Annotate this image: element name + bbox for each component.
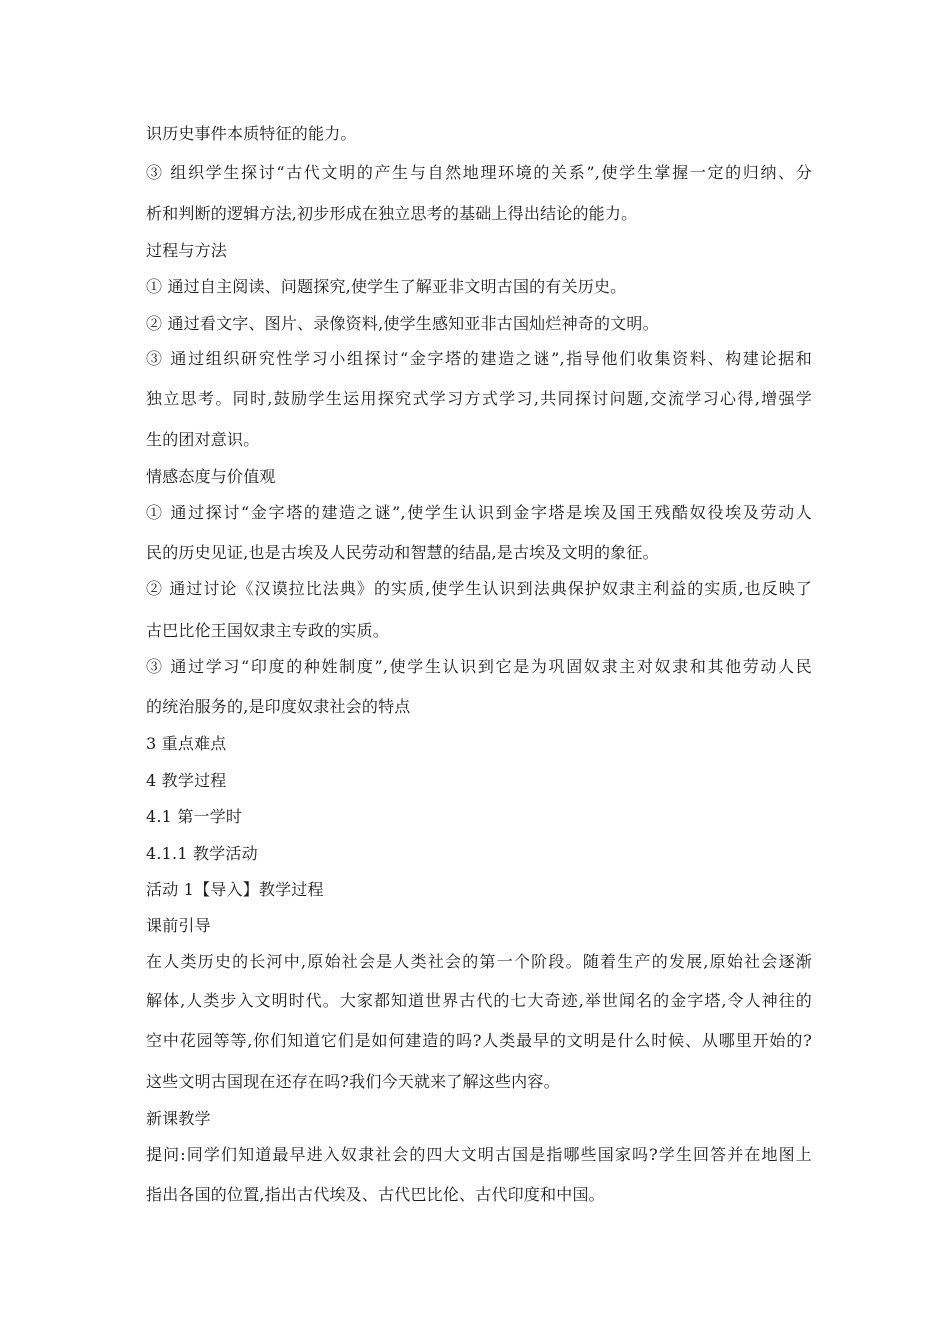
text-line: ③ 通过学习“印度的种姓制度”,使学生认识到它是为巩固奴隶主对奴隶和其他劳动人民	[146, 657, 812, 676]
text-line: ② 通过看文字、图片、录像资料,使学生感知亚非古国灿烂神奇的文明。	[146, 314, 659, 333]
text-line: ② 通过讨论《汉谟拉比法典》的实质,使学生认识到法典保护奴隶主利益的实质,也反映了	[146, 579, 812, 598]
text-line: 空中花园等等,你们知道它们是如何建造的吗?人类最早的文明是什么时候、从哪里开始的?	[146, 1031, 812, 1050]
text-line: 识历史事件本质特征的能力。	[146, 124, 357, 143]
text-line: 指出各国的位置,指出古代埃及、古代巴比伦、古代印度和中国。	[146, 1185, 605, 1204]
text-line: 在人类历史的长河中,原始社会是人类社会的第一个阶段。随着生产的发展,原始社会逐渐	[146, 952, 812, 971]
section-heading: 课前引导	[146, 916, 211, 935]
section-heading: 4 教学过程	[146, 771, 227, 790]
text-line: ③ 组织学生探讨“古代文明的产生与自然地理环境的关系”,使学生掌握一定的归纳、分	[146, 163, 812, 182]
text-line: 古巴比伦王国奴隶主专政的实质。	[146, 621, 390, 640]
section-heading: 3 重点难点	[146, 734, 227, 753]
section-heading: 过程与方法	[146, 241, 228, 260]
text-line: 这些文明古国现在还存在吗?我们今天就来了解这些内容。	[146, 1072, 560, 1091]
text-line: 的统治服务的,是印度奴隶社会的特点	[146, 697, 411, 716]
section-heading: 活动 1【导入】教学过程	[146, 880, 324, 899]
text-line: ① 通过自主阅读、问题探究,使学生了解亚非文明古国的有关历史。	[146, 277, 627, 296]
text-line: ③ 通过组织研究性学习小组探讨“金字塔的建造之谜”,指导他们收集资料、构建论据和	[146, 349, 812, 368]
text-line: 生的团对意识。	[146, 430, 260, 449]
text-line: 民的历史见证,也是古埃及人民劳动和智慧的结晶,是古埃及文明的象征。	[146, 543, 659, 562]
section-heading: 4.1.1 教学活动	[146, 844, 258, 863]
section-heading: 新课教学	[146, 1109, 211, 1128]
text-line: 提问:同学们知道最早进入奴隶社会的四大文明古国是指哪些国家吗?学生回答并在地图上	[146, 1145, 812, 1164]
text-line: 独立思考。同时,鼓励学生运用探究式学习方式学习,共同探讨问题,交流学习心得,增强学	[146, 389, 812, 408]
section-heading: 情感态度与价值观	[146, 467, 276, 486]
text-line: 解体,人类步入文明时代。大家都知道世界古代的七大奇迹,举世闻名的金字塔,令人神往的	[146, 991, 812, 1010]
section-heading: 4.1 第一学时	[146, 807, 243, 826]
text-line: ① 通过探讨“金字塔的建造之谜”,使学生认识到金字塔是埃及国王残酷奴役埃及劳动人	[146, 503, 812, 522]
text-line: 析和判断的逻辑方法,初步形成在独立思考的基础上得出结论的能力。	[146, 204, 638, 223]
